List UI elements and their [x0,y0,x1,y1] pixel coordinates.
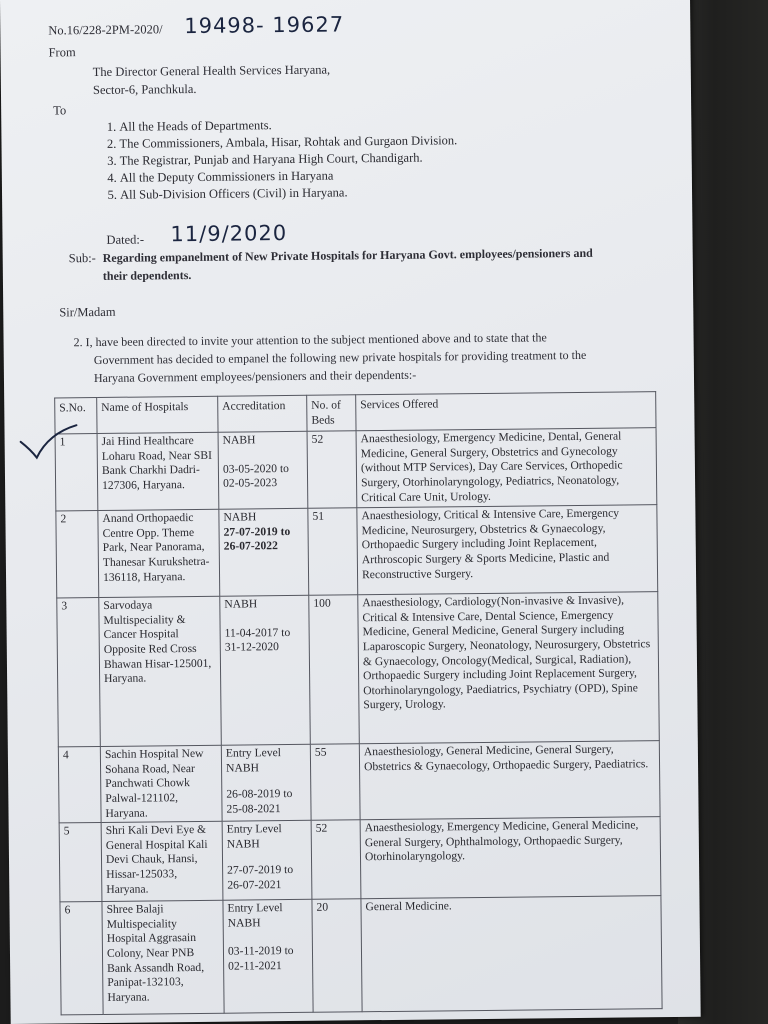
handwritten-dispatch-number: 19498- 19627 [184,12,345,39]
header-accreditation: Accreditation [218,395,307,432]
table-row [58,741,660,823]
from-line-1: The Director General Health Services Haryana, [92,62,331,80]
recipient-item: 3. The Registrar, Punjab and Haryana High Court, Chandigarh. [120,149,458,170]
handwritten-date: 11/9/2020 [170,221,288,247]
subject-line-2: their dependents. [102,268,192,283]
cell-beds: 51 [308,508,358,596]
body-line-3: Haryana Government employees/pensioners and their dependents:- [93,367,417,386]
cell-hospital-name: Sachin Hospital New Sohana Road, Near Panchwati Chowk Palwal-121102, Haryana. [100,745,222,822]
subject-line-1: Regarding empanelment of New Private Hospitals for Haryana Govt. employees/pensioners and [102,245,593,265]
accreditation-dates: 27-07-2019 to 26-07-2021 [227,863,294,892]
hospital-table [54,391,662,1015]
recipient-item: 5. All Sub-Division Officers (Civil) in Haryana. [120,183,458,204]
cell-sno: 1 [55,434,98,511]
recipient-item: 4. All the Deputy Commissioners in Haryana [120,166,458,187]
cell-beds: 55 [310,744,360,820]
from-line-2: Sector-6, Panchkula. [92,81,197,98]
cell-services: Anaesthesiology, Critical & Intensive Care, Emergency Medicine, Neurosurgery, Obstetrics & Gynaecology, Orthopaedic Surgery including Joint Replacement, Arthroscopic Surgery & Sports Medicine, Plastic and Reconstructive Surgery. [357,505,658,595]
cell-beds: 20 [312,899,362,1013]
accreditation-dates: 03-11-2019 to 02-11-2021 [227,944,294,973]
cell-accreditation [220,595,311,745]
cell-beds: 52 [307,431,357,509]
cell-sno: 3 [57,598,101,747]
cell-sno: 2 [56,511,99,598]
cell-hospital-name: Anand Orthopaedic Centre Opp. Theme Park, Near Panorama, Thanesar Kurukshetra-136118, Haryana. [98,509,220,597]
cell-accreditation [222,820,312,900]
accreditation-type: NABH [223,510,257,524]
header-sno: S.No. [55,398,97,435]
to-label: To [53,103,67,118]
salutation: Sir/Madam [59,304,116,320]
body-line-2: Government has decided to empanel the following new private hospitals for providing treatment to the [93,347,587,368]
cell-sno: 4 [58,747,101,823]
accreditation-type: Entry Level NABH [225,746,282,775]
accreditation-dates: 26-08-2019 to 25-08-2021 [226,787,293,816]
cell-services: Anaesthesiology, Cardiology(Non-invasive & Invasive), Critical & Intensive Care, Dental Science, Emergency Medicine, General Medicine, General Surgery including Laparoscopic Surgery, Neonatology, Neurosurgery, Obstetrics & Gynaecology, Oncology(Medical, Surgical, Radiation), Orthopaedic Surgery including Joint Replacement Surgery, Otorhinolaryngology, Paediatrics, Psychiatry (OPD), Spine Surgery, Urology. [358,592,660,744]
cell-accreditation [221,744,311,821]
cell-hospital-name: Shri Kali Devi Eye & General Hospital Kali Devi Chauk, Hansi, Hissar-125033, Haryana. [101,821,223,901]
header-services: Services Offered [356,392,656,431]
table-header-row [55,392,656,434]
accreditation-type: NABH [224,597,258,611]
header-name: Name of Hospitals [97,396,218,433]
accreditation-type: Entry Level NABH [226,822,282,851]
cell-accreditation [219,508,309,596]
recipient-list [101,115,458,204]
cell-beds: 52 [311,820,361,900]
from-label: From [48,45,76,60]
dated-label: Dated:- [106,232,145,247]
cell-hospital-name: Jai Hind Healthcare Loharu Road, Near SBI Bank Charkhi Dadri-127306, Haryana. [97,432,219,510]
accreditation-type: Entry Level NABH [227,901,283,930]
cell-sno: 6 [60,902,103,1015]
recipient-item: 1. All the Heads of Departments. [119,115,457,136]
cell-hospital-name: Shree Balaji Multispeciality Hospital Aggrasain Colony, Near PNB Bank Assandh Road, Panipat-132103, Haryana. [102,900,224,1014]
accreditation-dates: 27-07-2019 to 26-07-2022 [223,524,291,554]
header-beds: No. of Beds [307,395,356,432]
cell-accreditation [223,899,313,1013]
cell-services: Anaesthesiology, General Medicine, General Surgery, Obstetrics & Gynaecology, Orthopaedic Surgery, Paediatrics. [359,741,660,820]
cell-accreditation [218,431,308,509]
table-row [59,817,661,902]
accreditation-dates: 11-04-2017 to 31-12-2020 [224,625,291,655]
cell-services: General Medicine. [361,896,662,1012]
table-row [56,505,658,598]
accreditation-dates: 03-05-2020 to 02-05-2023 [222,461,290,491]
table-row [57,592,660,747]
accreditation-type: NABH [222,433,256,447]
table-row [60,896,662,1015]
subject-label: Sub:- [68,251,96,266]
handwritten-tick-mark [18,411,79,462]
cell-sno: 5 [59,823,102,902]
cell-services: Anaesthesiology, Emergency Medicine, General Medicine, General Surgery, Ophthalmology, Orthopaedic Surgery, Otorhinolaryngology. [360,817,661,899]
reference-number: No.16/228-2PM-2020/ [48,22,163,38]
cell-hospital-name: Sarvodaya Multispeciality & Cancer Hospital Opposite Red Cross Bhawan Hisar-125001, Haryana. [99,596,222,746]
table-row [55,428,657,511]
body-line-1: 2. I, have been directed to invite your attention to the subject mentioned above and to state that the [73,330,547,350]
cell-beds: 100 [309,595,360,745]
recipient-item: 2. The Commissioners, Ambala, Hisar, Rohtak and Gurgaon Division. [119,132,457,153]
cell-services: Anaesthesiology, Emergency Medicine, Dental, General Medicine, General Surgery, Obstetrics and Gynecology (without MTP Services), Day Care Services, Orthopedic Surgery, Otorhinolaryngology, Pediatrics, Neonatology, Critical Care Unit, Urology. [356,428,657,508]
